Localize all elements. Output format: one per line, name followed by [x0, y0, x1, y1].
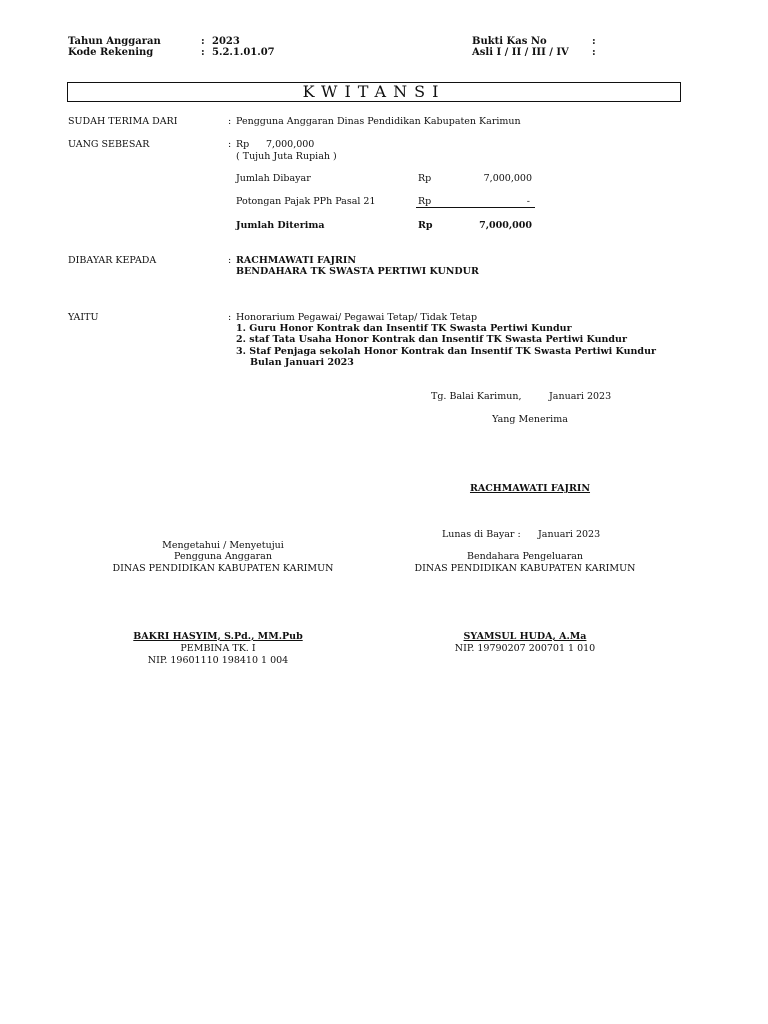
kode-rekening-value: 5.2.1.01.07 — [212, 47, 275, 58]
sudah-terima-separator: : — [228, 116, 232, 127]
jumlah-dibayar-value: 7,000,000 — [483, 173, 532, 184]
yaitu-period: Bulan Januari 2023 — [250, 357, 354, 368]
jumlah-diterima-label: Jumlah Diterima — [236, 220, 325, 231]
document-title: KWITANSI — [302, 82, 446, 101]
dibayar-kepada-name: RACHMAWATI FAJRIN — [236, 255, 357, 266]
potongan-pajak-currency: Rp — [418, 196, 432, 207]
sudah-terima-value: Pengguna Anggaran Dinas Pendidikan Kabupaten Karimun — [236, 116, 521, 127]
kode-rekening-label: Kode Rekening — [68, 47, 154, 58]
dibayar-kepada-role: BENDAHARA TK SWASTA PERTIWI KUNDUR — [236, 266, 479, 277]
sudah-terima-label: SUDAH TERIMA DARI — [68, 116, 178, 127]
uang-sebesar-currency: Rp — [236, 139, 250, 150]
right-sign-line1: Bendahara Pengeluaran — [466, 551, 584, 562]
right-sign-name: SYAMSUL HUDA, A.Ma — [463, 631, 587, 642]
asli-separator: : — [592, 47, 596, 58]
uang-sebesar-words: ( Tujuh Juta Rupiah ) — [236, 151, 337, 162]
yaitu-label: YAITU — [68, 312, 99, 323]
place-date: Januari 2023 — [549, 391, 612, 402]
lunas-date: Januari 2023 — [538, 529, 601, 540]
potongan-pajak-value: - — [526, 196, 530, 207]
receiver-name: RACHMAWATI FAJRIN — [469, 483, 591, 494]
left-sign-line1: Mengetahui / Menyetujui — [162, 540, 284, 551]
tahun-anggaran-label: Tahun Anggaran — [68, 36, 161, 47]
uang-sebesar-amount: 7,000,000 — [266, 139, 315, 150]
dibayar-kepada-label: DIBAYAR KEPADA — [68, 255, 157, 266]
dibayar-kepada-separator: : — [228, 255, 232, 266]
potongan-pajak-label: Potongan Pajak PPh Pasal 21 — [236, 196, 376, 207]
uang-sebesar-separator: : — [228, 139, 232, 150]
jumlah-dibayar-currency: Rp — [418, 173, 432, 184]
tahun-anggaran-separator: : — [201, 36, 205, 47]
bukti-kas-label: Bukti Kas No — [472, 36, 547, 47]
yaitu-separator: : — [228, 312, 232, 323]
uang-sebesar-label: UANG SEBESAR — [68, 139, 150, 150]
asli-label: Asli I / II / III / IV — [472, 47, 569, 58]
yaitu-item-3: 3. Staf Penjaga sekolah Honor Kontrak dan Insentif TK Swasta Pertiwi Kundur — [236, 346, 656, 357]
left-sign-line2: Pengguna Anggaran — [174, 551, 272, 562]
jumlah-dibayar-label: Jumlah Dibayar — [236, 173, 311, 184]
lunas-label: Lunas di Bayar : — [442, 529, 521, 540]
jumlah-diterima-currency: Rp — [418, 220, 433, 231]
title-box — [67, 82, 681, 102]
yaitu-intro: Honorarium Pegawai/ Pegawai Tetap/ Tidak Tetap — [236, 312, 478, 323]
jumlah-diterima-value: 7,000,000 — [479, 220, 532, 231]
left-sign-nip: NIP. 19601110 198410 1 004 — [147, 655, 289, 666]
yaitu-item-1: 1. Guru Honor Kontrak dan Insentif TK Swasta Pertiwi Kundur — [236, 323, 572, 334]
receiver-label: Yang Menerima — [492, 414, 568, 425]
kode-rekening-separator: : — [201, 47, 205, 58]
left-sign-line3: DINAS PENDIDIKAN KABUPATEN KARIMUN — [112, 563, 334, 574]
bukti-kas-separator: : — [592, 36, 596, 47]
yaitu-item-2: 2. staf Tata Usaha Honor Kontrak dan Insentif TK Swasta Pertiwi Kundur — [236, 334, 627, 345]
potongan-underline — [416, 207, 535, 208]
place: Tg. Balai Karimun, — [431, 391, 522, 402]
left-sign-name: BAKRI HASYIM, S.Pd., MM.Pub — [133, 631, 303, 642]
left-sign-rank: PEMBINA TK. I — [180, 643, 256, 654]
tahun-anggaran-value: 2023 — [212, 36, 240, 47]
right-sign-nip: NIP. 19790207 200701 1 010 — [454, 643, 596, 654]
right-sign-line2: DINAS PENDIDIKAN KABUPATEN KARIMUN — [414, 563, 636, 574]
